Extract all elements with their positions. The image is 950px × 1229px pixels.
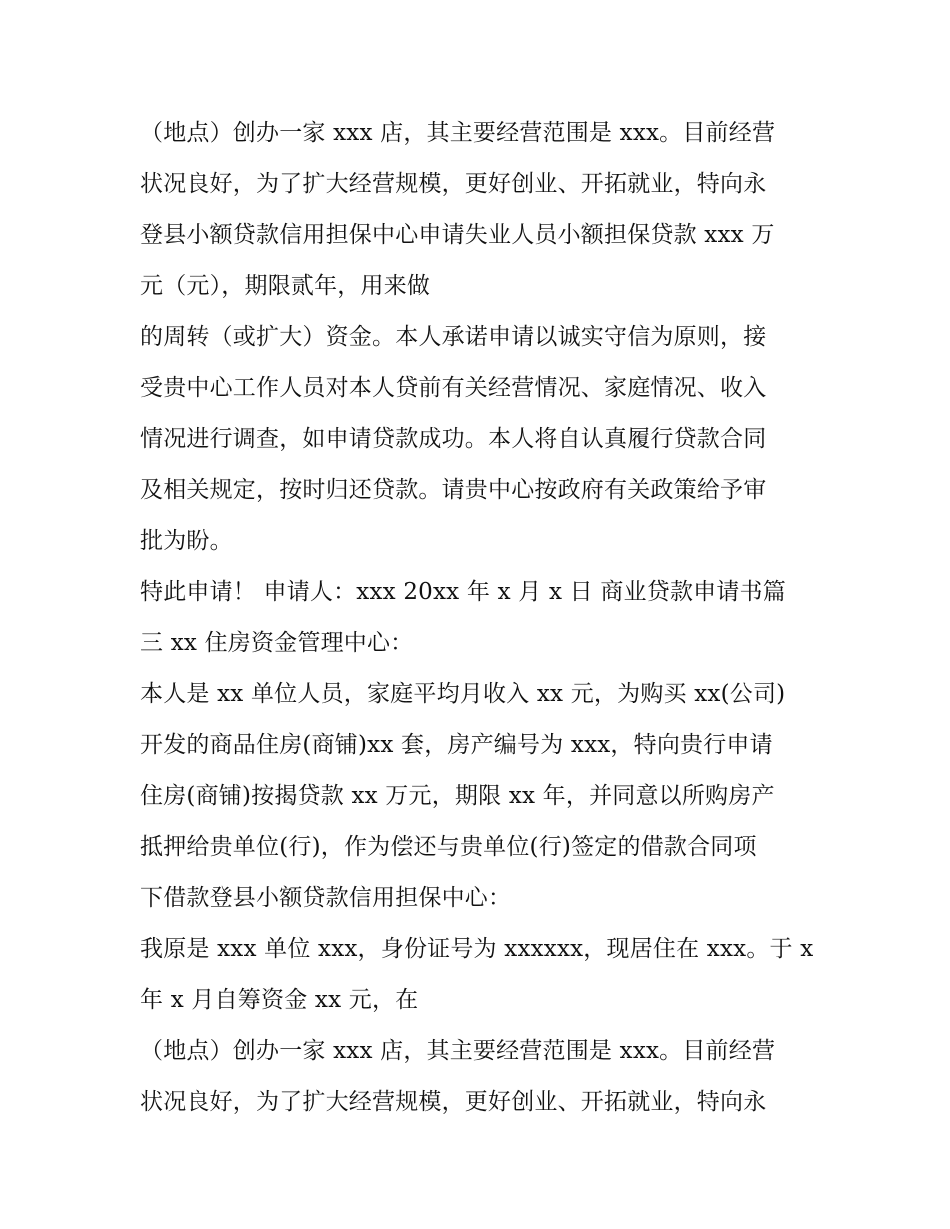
text-line-13: 开发的商品住房(商铺)xx 套，房产编号为 xxx，特向贵行申请 xyxy=(140,732,773,758)
text-line-15: 抵押给贵单位(行)，作为偿还与贵单位(行)签定的借款合同项 xyxy=(140,834,757,860)
text-line-19: （地点）创办一家 xxx 店，其主要经营范围是 xxx。目前经营 xyxy=(140,1038,776,1064)
text-line-17: 我原是 xxx 单位 xxx，身份证号为 xxxxxx，现居住在 xxx。于 x xyxy=(140,936,814,962)
text-line-8: 及相关规定，按时归还贷款。请贵中心按政府有关政策给予审 xyxy=(140,477,767,503)
text-line-10: 特此申请！ 申请人：xxx 20xx 年 x 月 x 日 商业贷款申请书篇 xyxy=(140,579,786,605)
text-line-12: 本人是 xx 单位人员，家庭平均月收入 xx 元，为购买 xx(公司) xyxy=(140,681,786,707)
text-line-2: 状况良好，为了扩大经营规模，更好创业、开拓就业，特向永 xyxy=(140,171,767,197)
text-line-18: 年 x 月自筹资金 xx 元，在 xyxy=(140,987,419,1013)
text-line-14: 住房(商铺)按揭贷款 xx 万元，期限 xx 年，并同意以所购房产 xyxy=(140,783,775,809)
text-line-3: 登县小额贷款信用担保中心申请失业人员小额担保贷款 xxx 万 xyxy=(140,222,775,248)
text-line-16: 下借款登县小额贷款信用担保中心： xyxy=(140,885,512,911)
text-line-6: 受贵中心工作人员对本人贷前有关经营情况、家庭情况、收入 xyxy=(140,375,767,401)
text-line-4: 元（元），期限贰年，用来做 xyxy=(140,273,431,299)
text-line-9: 批为盼。 xyxy=(140,528,233,554)
text-line-5: 的周转（或扩大）资金。本人承诺申请以诚实守信为原则，接 xyxy=(140,324,767,350)
text-line-1: （地点）创办一家 xxx 店，其主要经营范围是 xxx。目前经营 xyxy=(140,120,776,146)
text-line-11: 三 xx 住房资金管理中心： xyxy=(140,630,414,656)
document-body xyxy=(140,108,820,1128)
text-line-20: 状况良好，为了扩大经营规模，更好创业、开拓就业，特向永 xyxy=(140,1089,767,1115)
text-line-7: 情况进行调查，如申请贷款成功。本人将自认真履行贷款合同 xyxy=(140,426,767,452)
